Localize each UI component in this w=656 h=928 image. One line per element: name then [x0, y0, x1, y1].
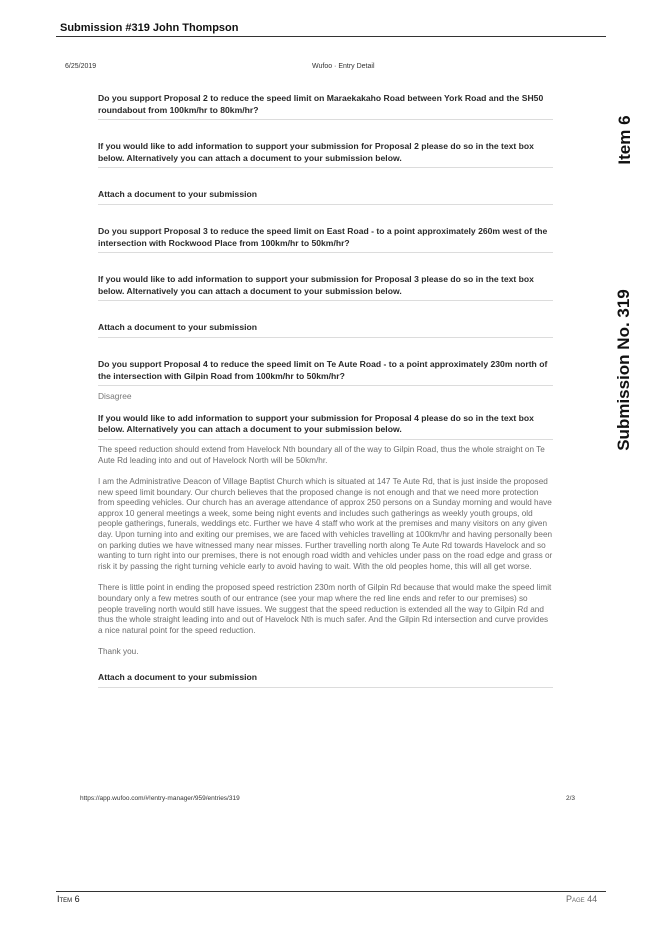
comment-paragraph: There is little point in ending the proposed speed restriction 230m north of Gilpin Rd because that would make the speed limit boundary only a few metres south of our entrance (see your map where the red line ends and refer to our premises) so people traveling north would still have issues. We suggest that the speed reduction is extended all the way to Gilpin Rd and thus the whole straight leading into and out of Havelock Nth is much safer. And the Gilpin Rd intersection and curve provides a nice natural point for the speed reduction. [98, 583, 552, 635]
header-divider [56, 36, 606, 37]
comment-paragraph: Thank you. [98, 647, 139, 657]
footer-divider [56, 891, 606, 892]
answer-proposal-4: Disagree [98, 391, 132, 402]
print-page-title: Wufoo · Entry Detail [312, 63, 375, 70]
submission-header: Submission #319 John Thompson [60, 22, 239, 34]
attach-label-proposal-4: Attach a document to your submission [98, 672, 553, 688]
info-prompt-proposal-4: If you would like to add information to support your submission for Proposal 4 please do so in the text box below. Alternatively you can attach a document to your submission below. [98, 413, 553, 440]
print-url: https://app.wufoo.com/#!entry-manager/959/entries/319 [80, 795, 240, 802]
item-side-label: Item 6 [615, 115, 634, 165]
info-prompt-proposal-3: If you would like to add information to support your submission for Proposal 3 please do so in the text box below. Alternatively you can attach a document to your submission below. [98, 274, 553, 301]
footer-item-label: Item 6 [57, 894, 80, 904]
print-date: 6/25/2019 [65, 63, 97, 70]
footer-page-label: Page 44 [566, 894, 598, 904]
print-page-number: 2/3 [566, 795, 576, 802]
question-proposal-3: Do you support Proposal 3 to reduce the speed limit on East Road - to a point approximately 260m west of the intersection with Rockwood Place from 100km/hr to 50km/hr? [98, 226, 553, 253]
question-proposal-2: Do you support Proposal 2 to reduce the speed limit on Maraekakaho Road between York Road and the SH50 roundabout from 100km/hr to 80km/hr? [98, 93, 553, 120]
comment-paragraph: The speed reduction should extend from Havelock Nth boundary all of the way to Gilpin Road, thus the whole straight on Te Aute Rd leading into and out of Havelock North will be 50km/hr. [98, 444, 545, 465]
submission-side-label: Submission No. 319 [614, 289, 633, 451]
entry-detail-content [98, 93, 553, 688]
attach-label-proposal-2: Attach a document to your submission [98, 189, 553, 205]
question-proposal-4: Do you support Proposal 4 to reduce the speed limit on Te Aute Road - to a point approximately 230m north of the intersection with Gilpin Road from 100km/hr to 50km/hr? [98, 359, 553, 386]
attach-label-proposal-3: Attach a document to your submission [98, 322, 553, 338]
info-prompt-proposal-2: If you would like to add information to support your submission for Proposal 2 please do so in the text box below. Alternatively you can attach a document to your submission below. [98, 141, 553, 168]
comment-paragraph: I am the Administrative Deacon of Village Baptist Church which is situated at 147 Te Aute Rd, that is just inside the proposed new speed limit boundary. Our church believes that the proposed change is not enough and that we need more protection from speeding vehicles. Our church has an average attendance of approx 250 persons on a Sunday morning and would have approx 10 general meetings a week, some being night events and includes such gatherings as weekly youth groups, old people gatherings, funerals, weddings etc. Further we have 4 staff who work at the premises and many visitors on any given day. Upon turning into and exiting our premises, we are faced with vehicles travelling at 100km/hr and having personally been on parking duties we have witnessed many near misses. Further travelling north along Te Aute Rd towards Havelock and so wanting to turn right into our premises, there is not enough road width and vehicles under pass on the road edge and grass or risk it by passing the right turning vehicle early to avoid having to wait. With the old peoples home, this will all get worse. [98, 477, 553, 571]
